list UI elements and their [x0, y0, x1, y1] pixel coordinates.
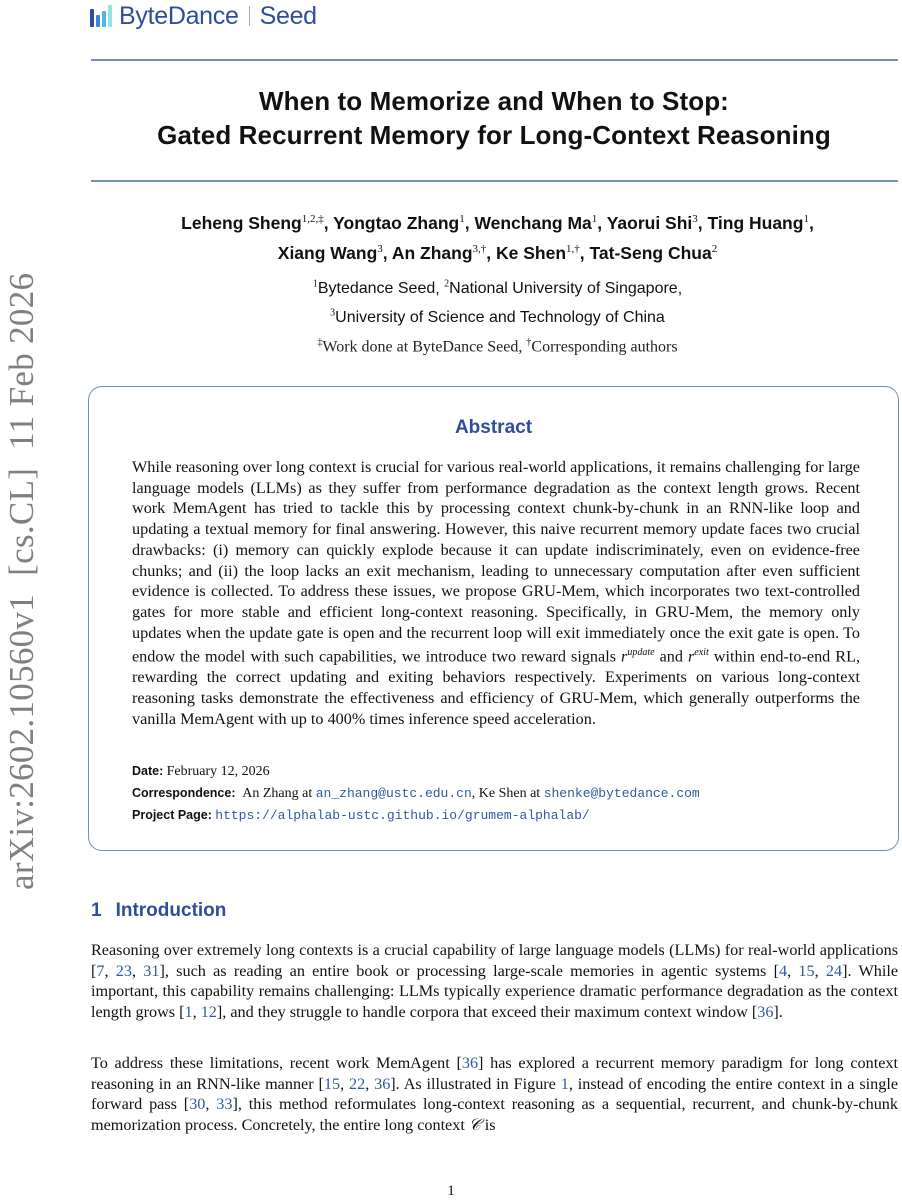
header-rule-bottom — [91, 180, 898, 182]
author-notes: ‡Work done at ByteDance Seed, †Corresponding authors — [317, 337, 678, 356]
bytedance-seed-logo — [90, 2, 317, 30]
citation-link[interactable]: 24 — [825, 961, 843, 980]
email-link-an-zhang[interactable]: an_zhang@ustc.edu.cn — [315, 786, 472, 801]
author-list: Leheng Sheng$^{1,2,\ddagger}$, Yongtao Zhang$^1$, Wenchang Ma$^1$, Yaorui Shi$^3$, Ting Huang$^1$, Xiang Wang$^3$, An Zhang$^{3,\dagger}$, Ke Shen$^{1,\dagger}$, Tat-Seng Chua$^2$ — [181, 212, 814, 263]
abstract-heading: Abstract — [454, 417, 533, 438]
citation-link[interactable]: 33 — [216, 1095, 233, 1114]
affiliation: $^2$National University of Singapore — [444, 279, 678, 298]
logo-product: Seed — [259, 1, 317, 30]
affiliation: $^3$University of Science and Technology of China — [330, 307, 665, 326]
author: Yongtao Zhang$^1$ — [333, 212, 465, 233]
title-line-2: Gated Recurrent Memory for Long-Context Reasoning — [157, 120, 831, 150]
affiliations: $^1$Bytedance Seed, $^2$National University of Singapore, $^3$University of Science and Technology of China — [312, 279, 683, 326]
header-rule-top — [91, 59, 898, 61]
title-line-1: When to Memorize and When to Stop: — [259, 86, 729, 116]
author: Tat-Seng Chua$^2$ — [589, 242, 718, 263]
citation-link[interactable]: 36 — [461, 1054, 479, 1072]
logo-bars-icon — [90, 5, 112, 27]
date-value: February 12, 2026 — [166, 764, 270, 779]
citation-link[interactable]: 30 — [189, 1095, 206, 1114]
author: Yaorui Shi$^3$ — [606, 212, 698, 233]
citation-link[interactable]: 22 — [349, 1074, 366, 1093]
paper-title — [88, 84, 900, 152]
intro-paragraph-2: To address these limitations, recent work MemAgent [36] has explored a recurrent memory paradigm for long context reasoning in an RNN-like manner [15, 22, 36]. As illustrated in Figure 1, instead of encoding the entire context in a single forward pass [30, 33], this method reformulates long-context reasoning as a sequential, recurrent, and chunk-by-chunk memorization process. Concretely, the entire long context 𝒞 is — [91, 1054, 899, 1135]
logo-brand: ByteDance — [119, 1, 239, 30]
citation-link[interactable]: 23 — [115, 961, 132, 980]
author: Xiang Wang$^3$ — [277, 242, 383, 263]
citation-link[interactable]: 12 — [200, 1003, 217, 1022]
paper-metadata — [132, 760, 700, 826]
citation-link[interactable]: 36 — [374, 1074, 391, 1093]
citation-link[interactable]: 4 — [779, 961, 788, 980]
project-page-link[interactable]: https://alphalab-ustc.github.io/grumem-alphalab/ — [215, 808, 590, 823]
citation-link[interactable]: 7 — [96, 961, 105, 980]
author: Leheng Sheng$^{1,2,\ddagger}$ — [181, 212, 324, 233]
section-heading-introduction: 1 Introduction — [91, 900, 227, 921]
citation-link[interactable]: 15 — [323, 1074, 341, 1093]
affiliation: $^1$Bytedance Seed — [312, 279, 436, 298]
email-link-ke-shen[interactable]: shenke@bytedance.com — [543, 786, 700, 801]
author: Ting Huang$^1$ — [707, 212, 809, 233]
figure-link[interactable]: 1 — [560, 1074, 569, 1093]
author: Wenchang Ma$^1$ — [474, 212, 598, 233]
project-page-row: Project Page: https://alphalab-ustc.github.io/grumem-alphalab/ — [132, 808, 590, 823]
citation-link[interactable]: 36 — [757, 1003, 774, 1022]
abstract-text: While reasoning over long context is crucial for various real-world applications, it remains challenging for large language models (LLMs) as they suffer from performance degradation as the context length grows. Recent work MemAgent has tried to tackle this by processing context chunk-by-chunk in an RNN-like loop and updating a textual memory for final answering. However, this naive recurrent memory update faces two crucial drawbacks: (i) memory can quickly explode because it can update indiscriminately, even on evidence-free chunks; and (ii) the loop lacks an exit mechanism, leading to unnecessary computation after even sufficient evidence is collected. To address these issues, we propose GRU-Mem, which incorporates two text-controlled gates for more stable and efficient long-context reasoning. Specifically, in GRU-Mem, the memory only updates when the update gate is open and the recurrent loop will exit immediately once the exit gate is open. To endow the model with such capabilities, we introduce two reward signals $r^{update}$ and $r^{exit}$ within end-to-end RL, rewarding the correct updating and exiting behaviors respectively. Experiments on various long-context reasoning tasks demonstrate the effectiveness and efficiency of GRU-Mem, which generally outperforms the vanilla MemAgent with up to 400% times inference speed acceleration. — [132, 458, 861, 728]
citation-link[interactable]: 31 — [143, 961, 160, 980]
citation-link[interactable]: 1 — [184, 1003, 193, 1022]
page-number: 1 — [447, 1183, 455, 1199]
intro-paragraph-1: Reasoning over extremely long contexts is a crucial capability of large language models (LLMs) for real-world applications [7, 23, 31], such as reading an entire book or processing large-scale memories in agentic systems [4, 15, 24]. While important, this capability remains challenging: LLMs typically experience dramatic performance degradation as the context length grows [1, 12], and they struggle to handle corpora that exceed their maximum context window [36]. — [91, 941, 899, 1022]
abstract-box — [88, 386, 899, 851]
date-row: Date: February 12, 2026 — [132, 764, 270, 779]
logo-separator — [249, 6, 250, 26]
author: An Zhang$^{3,\dagger}$ — [391, 242, 487, 263]
citation-link[interactable]: 15 — [798, 961, 815, 980]
arxiv-identifier-stamp: arXiv:2602.10560v1 [cs.CL] 11 Feb 2026 — [2, 272, 41, 890]
correspondence-row: Correspondence: An Zhang at an_zhang@ustc.edu.cn, Ke Shen at shenke@bytedance.com — [132, 786, 700, 801]
author: Ke Shen$^{1,\dagger}$ — [496, 242, 580, 263]
